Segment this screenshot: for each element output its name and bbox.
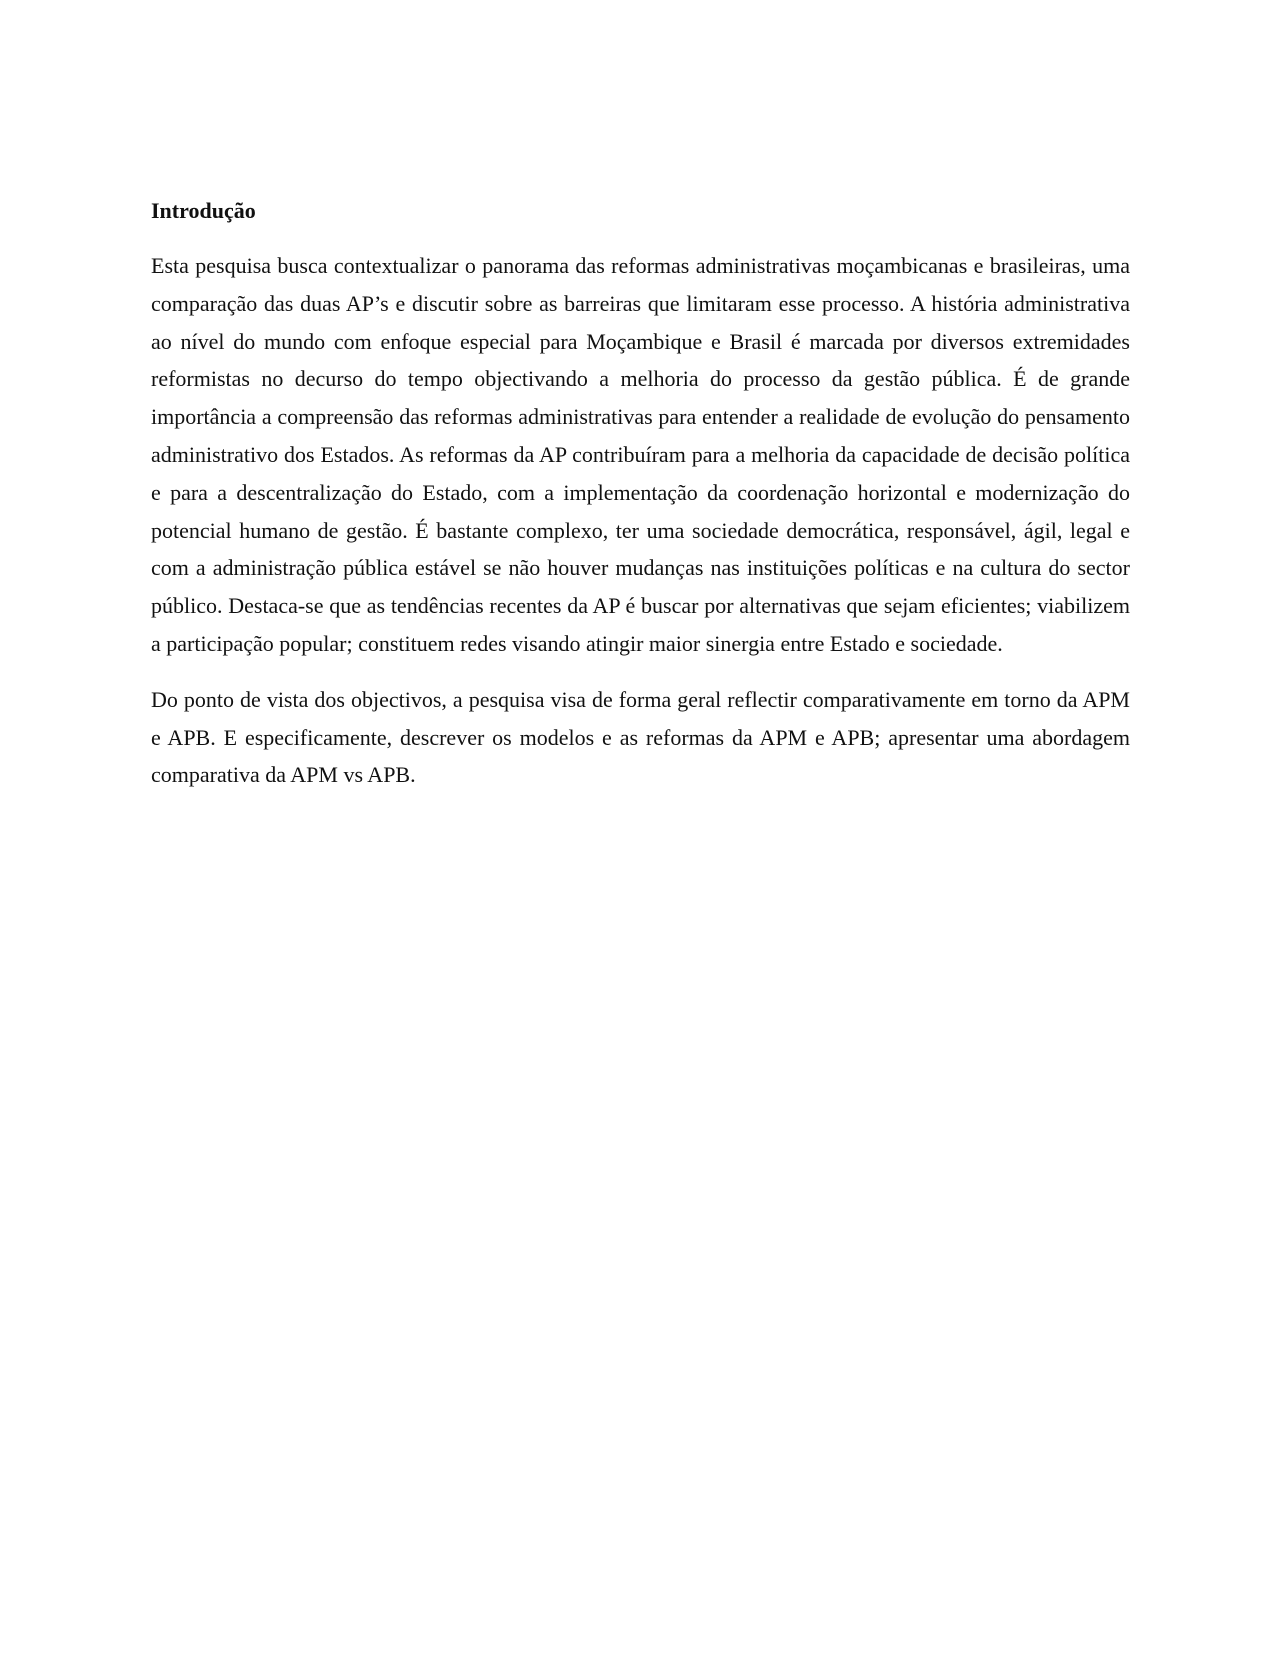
document-body bbox=[151, 192, 1130, 812]
paragraph-objectives: Do ponto de vista dos objectivos, a pesquisa visa de forma geral reflectir comparativamente em torno da APM e APB. E especificamente, descrever os modelos e as reformas da APM e APB; apresentar uma abordagem comparativa da APM vs APB. bbox=[151, 686, 1130, 788]
paragraph-introduction: Esta pesquisa busca contextualizar o panorama das reformas administrativas moçambicanas e brasileiras, uma comparação das duas AP’s e discutir sobre as barreiras que limitaram esse processo. A história administrativa ao nível do mundo com enfoque especial para Moçambique e Brasil é marcada por diversos extremidades reformistas no decurso do tempo objectivando a melhoria do processo da gestão pública. É de grande importância a compreensão das reformas administrativas para entender a realidade de evolução do pensamento administrativo dos Estados. As reformas da AP contribuíram para a melhoria da capacidade de decisão política e para a descentralização do Estado, com a implementação da coordenação horizontal e modernização do potencial humano de gestão. É bastante complexo, ter uma sociedade democrática, responsável, ágil, legal e com a administração pública estável se não houver mudanças nas instituições políticas e na cultura do sector público. Destaca-se que as tendências recentes da AP é buscar por alternativas que sejam eficientes; viabilizem a participação popular; constituem redes visando atingir maior sinergia entre Estado e sociedade. bbox=[151, 253, 1130, 656]
section-heading: Introdução bbox=[151, 198, 256, 223]
